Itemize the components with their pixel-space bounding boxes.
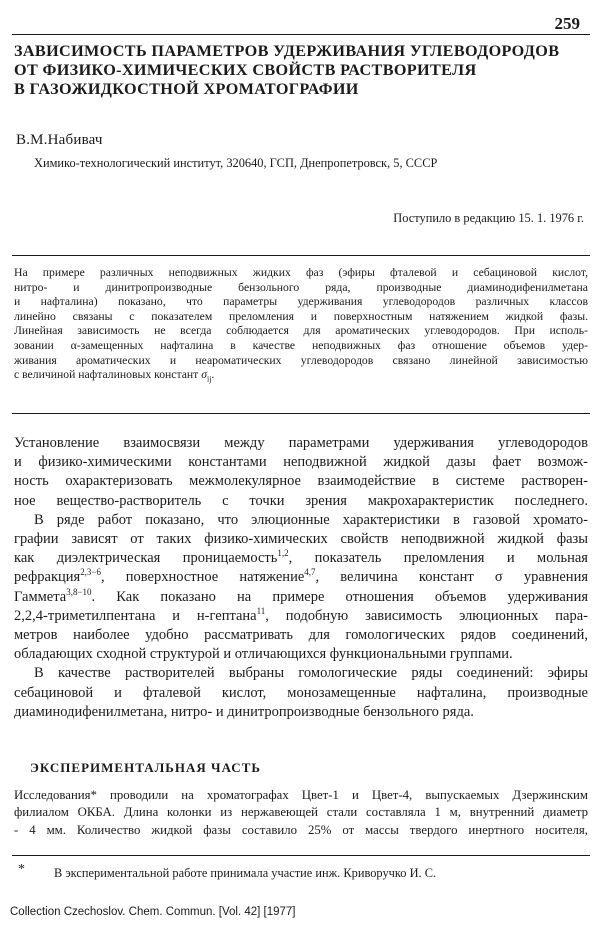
abstract (14, 266, 588, 383)
text-run: 2,2,4-триметилпентана и н-гептана (14, 607, 257, 624)
body-line: В ряде работ показано, что элюционные характеристики в газовой хромато- (34, 511, 588, 528)
abstract-line: нитро- и динитропроизводные бензольного ряда, производные диаминодифенилметана (14, 280, 588, 294)
body-text (14, 434, 588, 722)
body-line: графии зависят от таких физико-химических свойств неподвижной жидкой фазы (14, 531, 588, 548)
text-run: , показатель преломления и мольная (288, 550, 588, 567)
text-run: Гаммета (14, 588, 67, 605)
abstract-line: с величиной нафталиновых констант (14, 368, 199, 382)
reference-superscript: 11 (256, 606, 266, 616)
footnote-text: В экспериментальной работе принимала участие инж. Криворучко И. С. (54, 866, 437, 880)
body-line: себациновой и фталевой кислот, монозамещенные нафталина, производные (14, 684, 588, 701)
text-run: , подобную зависимость элюционных пара- (265, 607, 588, 624)
reference-superscript: 2,3−6 (80, 567, 101, 578)
section-line: Исследования* проводили на хроматографах Цвет-1 и Цвет-4, выпускаемых Дзержинским (14, 788, 588, 802)
section-text (14, 787, 588, 839)
body-line-with-ref (14, 607, 588, 626)
author-name: В.М.Набивач (16, 132, 103, 148)
text-run: , поверхностное натяжение (100, 569, 305, 586)
paragraph-2 (14, 511, 588, 665)
title-line: ОТ ФИЗИКО-ХИМИЧЕСКИХ СВОЙСТВ РАСТВОРИТЕЛЯ (14, 61, 477, 79)
page-number: 259 (554, 14, 580, 33)
footnote-mark: * (18, 862, 25, 877)
abstract-last-line (14, 368, 588, 383)
journal-citation: Collection Czechoslov. Chem. Commun. [Vol. 42] [1977] (10, 906, 296, 918)
header-rule (12, 34, 590, 35)
text-run: как диэлектрическая проницаемость (14, 550, 278, 567)
title-line: В ГАЗОЖИДКОСТНОЙ ХРОМАТОГРАФИИ (14, 80, 359, 98)
body-line: и физико-химическими константами неподвижной жидкой дазы фает возмож- (14, 454, 588, 471)
abstract-line: Линейная зависимость не всегда соблюдается для ароматических углеводородов. При исполь- (14, 324, 588, 338)
affiliation: Химико-технологический институт, 320640, ГСП, Днепропетровск, 5, СССР (34, 156, 438, 170)
section-line: - 4 мм. Количество жидкой фазы составило 25% от массы твердого инертного носителя, (14, 822, 588, 837)
paragraph-1 (14, 434, 588, 511)
abstract-line: зовании α-замещенных нафталина в качестве неподвижных фаз отношение объемов удер- (14, 338, 588, 352)
body-line-with-ref (14, 588, 588, 607)
reference-superscript: 4,7 (304, 567, 316, 578)
abstract-line: линейно связаны с показателем преломления и поверхностным натяжением жидкой фазы. (14, 309, 588, 323)
abstract-bottom-rule (12, 413, 590, 414)
sigma-subscript: ij (206, 374, 212, 384)
section-heading: ЭКСПЕРИМЕНТАЛЬНАЯ ЧАСТЬ (30, 760, 261, 775)
body-line: В качестве растворителей выбраны гомологические ряды соединений: эфиры (34, 665, 588, 682)
abstract-top-rule (12, 255, 590, 256)
body-line: диаминодифенилметана, нитро- и динитропроизводные бензольного ряда. (14, 703, 474, 720)
abstract-line: На примере различных неподвижных жидких фаз (эфиры фталевой и себациновой кислот, (14, 266, 588, 279)
reference-superscript: 3,8−10 (66, 586, 92, 597)
text-run: рефракция (14, 569, 81, 586)
article-title (14, 42, 590, 99)
sigma-symbol: σ (201, 368, 207, 382)
body-line: обладающих сходной структурой и отличающихся функциональными группами. (14, 646, 513, 663)
body-line-with-ref (14, 568, 588, 587)
body-line-with-ref (14, 549, 588, 568)
body-line: ность охарактеризовать межмолекулярное взаимодействие в системе растворен- (14, 473, 588, 490)
abstract-end: . (211, 368, 215, 382)
title-line: ЗАВИСИМОСТЬ ПАРАМЕТРОВ УДЕРЖИВАНИЯ УГЛЕВОДОРОДОВ (14, 42, 560, 60)
section-line: филиалом ОКБА. Длина колонки из нержавеющей стали составляла 1 м, внутренний диаметр (14, 805, 588, 820)
abstract-line: и нафталина) показано, что параметры удерживания углеводородов различных классов (14, 295, 588, 309)
body-line: Установление взаимосвязи между параметрами удерживания углеводородов (14, 435, 588, 451)
abstract-line: живания ароматических и неароматических углеводородов связано линейной зависимостью (14, 353, 588, 367)
text-run: , величина констант σ уравнения (315, 569, 588, 586)
text-run: . Как показано на примере отношения объемов удерживания (91, 588, 588, 605)
received-date: Поступило в редакцию 15. 1. 1976 г. (393, 211, 584, 225)
footnote-rule (12, 855, 590, 856)
paragraph-3 (14, 664, 588, 722)
reference-superscript: 1,2 (277, 548, 289, 559)
body-line: ное вещество-растворитель с точки зрения макрохарактеристик последнего. (14, 492, 588, 509)
body-line: метров наиболее удобно рассматривать для гомологических рядов соединений, (14, 627, 588, 644)
